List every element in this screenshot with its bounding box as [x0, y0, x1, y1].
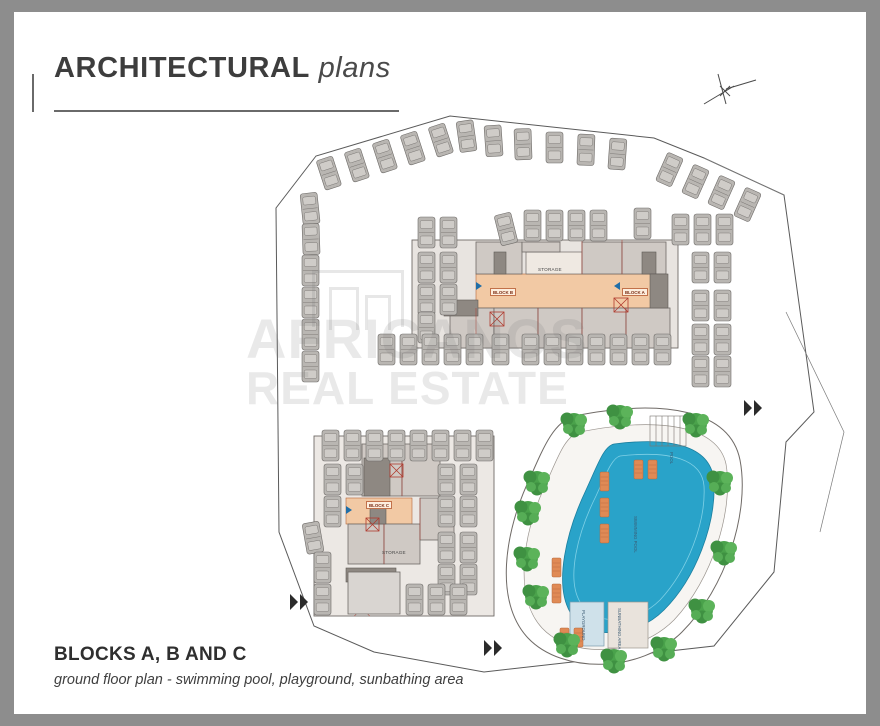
room-label-storage-lower: STORAGE [382, 550, 406, 555]
parking-row-left-upper [300, 192, 320, 382]
label-playground: PLAYGROUND [581, 610, 586, 641]
plan-sheet [14, 12, 866, 714]
title-bold: ARCHITECTURAL [54, 52, 310, 84]
parking-upper-bottom-row [378, 334, 671, 365]
label-swimming-pool: SWIMMING POOL [633, 516, 638, 553]
amenity-area [506, 405, 742, 674]
label-sunbathing-area: SUNBATHING AREA [617, 608, 622, 650]
title-italic: plans [318, 52, 391, 84]
parking-row-top-right [655, 152, 761, 222]
footer-subtitle: ground floor plan - swimming pool, playground, sunbathing area [54, 672, 464, 688]
architectural-floor-plan [14, 12, 866, 714]
label-pool: POOL [669, 452, 674, 465]
block-label-c: BLOCK C [366, 501, 392, 509]
block-label-b: BLOCK B [490, 288, 516, 296]
watermark-line-2: REAL ESTATE [246, 362, 569, 415]
block-label-a: BLOCK A [622, 288, 648, 296]
footer-title: BLOCKS A, B AND C [54, 644, 247, 665]
room-label-storage-upper: STORAGE [538, 267, 562, 272]
parking-upper-right [672, 214, 733, 387]
north-arrow-icon [704, 74, 756, 104]
